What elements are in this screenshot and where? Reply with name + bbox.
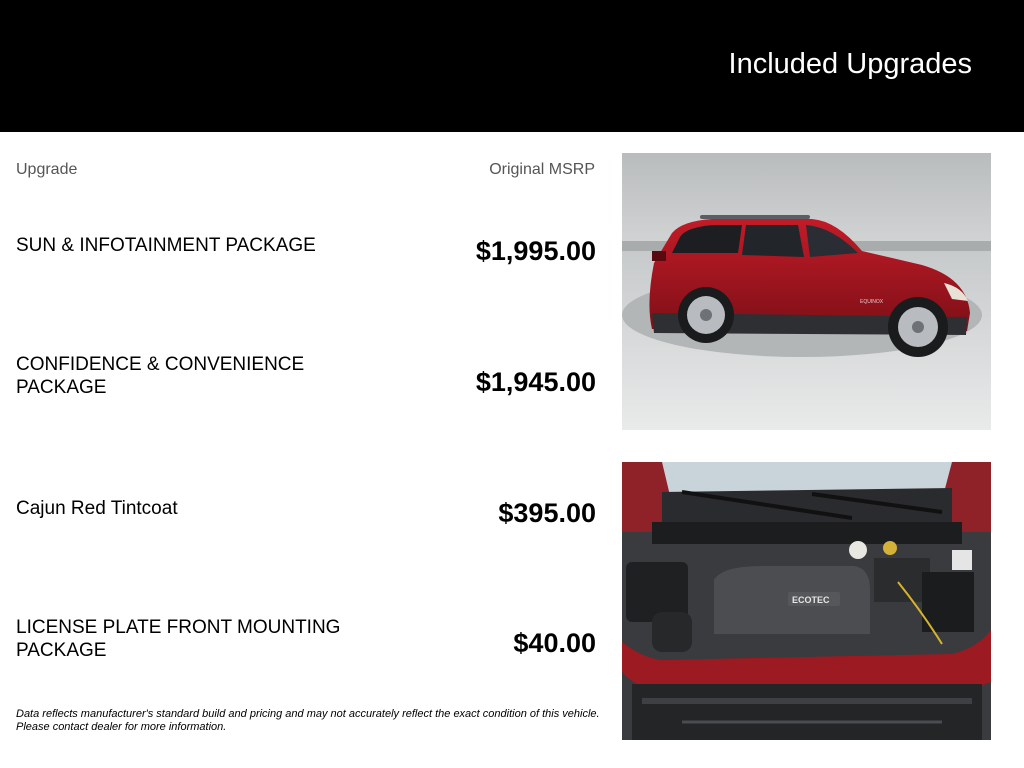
disclaimer-text: Data reflects manufacturer's standard build and pricing and may not accurately reflect the exact condition of this vehicle. Please contact dealer for more information. <box>16 708 600 733</box>
column-header-upgrade: Upgrade <box>16 161 78 178</box>
page-title: Included Upgrades <box>728 48 972 80</box>
upgrade-price: $1,995.00 <box>475 236 596 266</box>
upgrade-name: LICENSE PLATE FRONT MOUNTING PACKAGE <box>16 617 341 661</box>
upgrade-row <box>16 234 596 294</box>
upgrade-price: $1,945.00 <box>475 367 596 397</box>
engine-bay-photo <box>622 462 991 740</box>
upgrade-row <box>16 616 596 676</box>
header-bar <box>0 0 1024 132</box>
column-header-msrp: Original MSRP <box>489 161 595 178</box>
vehicle-exterior-photo <box>622 153 991 430</box>
upgrade-name: SUN & INFOTAINMENT PACKAGE <box>16 235 316 256</box>
upgrade-row <box>16 497 596 557</box>
upgrade-row <box>16 353 596 413</box>
upgrade-name: CONFIDENCE & CONVENIENCE PACKAGE <box>16 354 305 398</box>
upgrade-price: $40.00 <box>513 628 596 658</box>
engine-badge: ECOTEC <box>792 595 830 605</box>
vehicle-badge: EQUINOX <box>860 299 884 305</box>
upgrade-price: $395.00 <box>498 498 596 528</box>
upgrade-name: Cajun Red Tintcoat <box>16 498 178 519</box>
